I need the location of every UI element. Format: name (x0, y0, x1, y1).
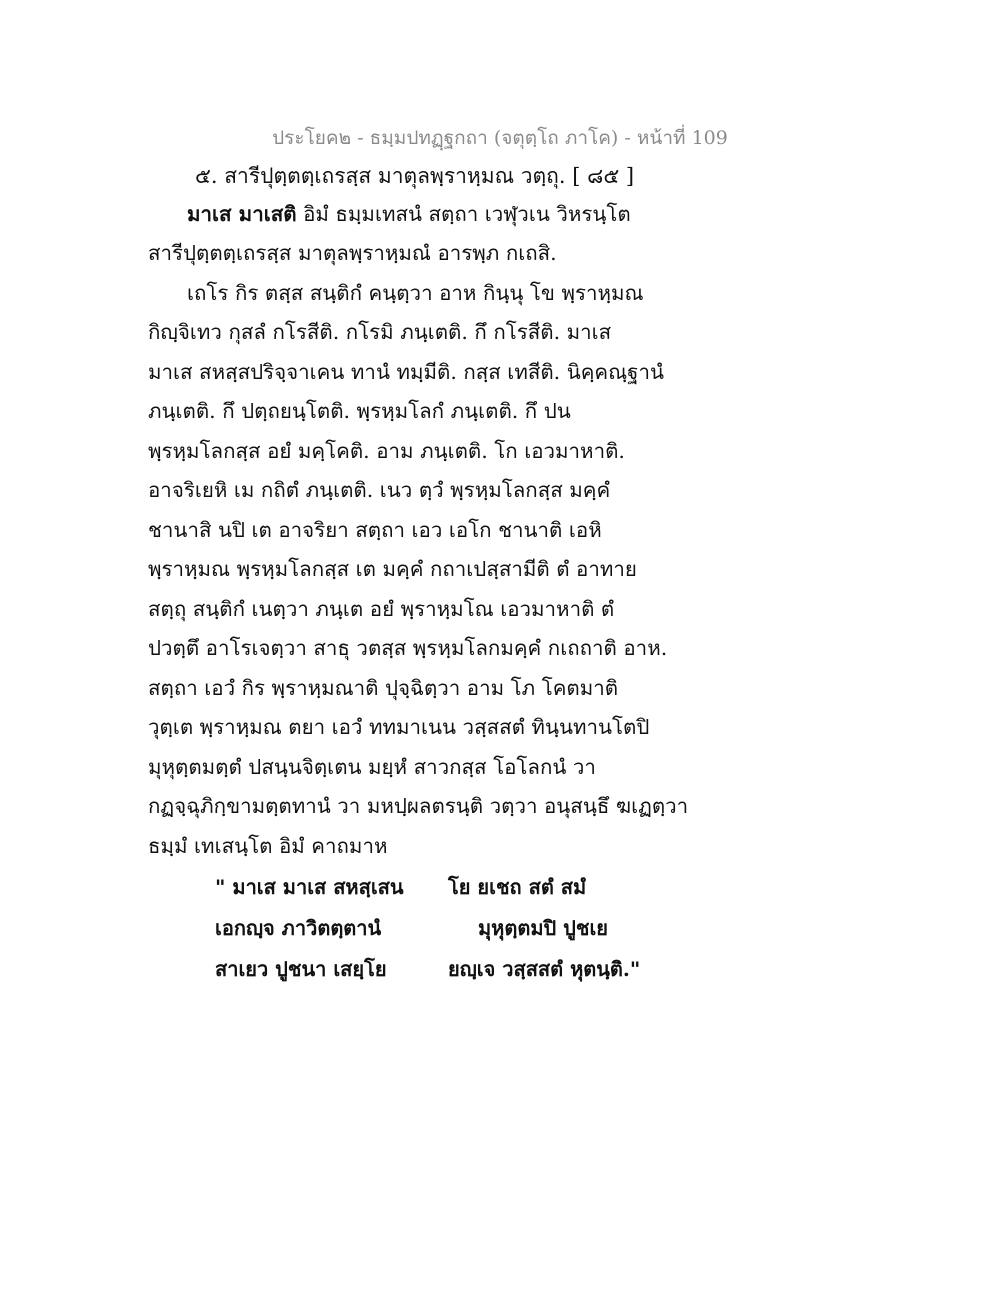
verse-left: เอกญฺจ ภาวิตตฺตานํ (215, 916, 382, 940)
opening-line (187, 204, 631, 225)
body-line: กฏจฺฉุภิกฺขามตฺตทานํ วา มหปฺผลตรนฺติ วตฺวา อนุสนฺธึ ฆเฏตฺวา (148, 794, 689, 818)
body-line: อาจริเยหิ เม กถิตํ ภนฺเตติ. เนว ตฺวํ พฺรหฺมโลกสฺส มคฺคํ (148, 478, 611, 502)
body-line: สตฺถา เอวํ กิร พฺราหฺมณาติ ปุจฺฉิตฺวา อาม โภ โคตมาติ (148, 676, 619, 700)
body-line: วุตฺเต พฺราหฺมณ ตยา เอวํ ททมาเนน วสฺสสตํ ทินฺนทานโตปิ (148, 715, 650, 739)
body-line: สตฺถุ สนฺติกํ เนตฺวา ภนฺเต อยํ พฺราหฺมโณ เอวมาหาติ ตํ (148, 597, 615, 621)
section-title: ๕. สารีปุตฺตตฺเถรสฺส มาตุลพฺราหฺมณ วตฺถุ. [ ๘๕ ] (195, 164, 635, 188)
body-line: พฺราหฺมณ พฺรหฺมโลกสฺส เต มคฺคํ กถาเปสฺสามีติ ตํ อาทาย (148, 557, 637, 581)
body-line: สารีปุตฺตตฺเถรสฺส มาตุลพฺราหฺมณํ อารพฺภ กเถสิ. (148, 241, 557, 265)
verse-left: สาเยว ปูชนา เสยฺโย (215, 957, 387, 981)
body-line: ปวตฺตึ อาโรเจตฺวา สาธุ วตสฺส พฺรหฺมโลกมคฺคํ กเถถาติ อาห. (148, 636, 668, 660)
body-line: ภนฺเตติ. กึ ปตฺถยนฺโตติ. พฺรหฺมโลกํ ภนฺเตติ. กึ ปน (148, 399, 571, 423)
body-line: กิญฺจิเทว กุสลํ กโรสีติ. กโรมิ ภนฺเตติ. กึ กโรสีติ. มาเส (148, 320, 612, 344)
body-line: มุหุตฺตมตฺตํ ปสนฺนจิตฺเตน มยฺหํ สาวกสฺส โอโลกนํ วา (148, 755, 596, 779)
body-line: พฺรหฺมโลกสฺส อยํ มคฺโคติ. อาม ภนฺเตติ. โก เอวมาหาติ. (148, 439, 625, 463)
opening-rest: อิมํ ธมฺมเทสนํ สตฺถา เวฬุวเน วิหรนฺโต (296, 202, 631, 226)
page-header: ประโยค๒ - ธมฺมปทฏฺฐกถา (จตุตฺโถ ภาโค) - หน้าที่ 109 (272, 127, 728, 149)
verse-right: ยญฺเจ วสฺสสตํ หุตนฺติ." (448, 957, 641, 981)
body-line: เถโร กิร ตสฺส สนฺติกํ คนฺตฺวา อาห กินฺนุ โข พฺราหฺมณ (187, 281, 644, 305)
verse-right: โย ยเชถ สตํ สมํ (448, 875, 587, 899)
opening-bold-phrase: มาเส มาเสติ (187, 202, 297, 226)
body-line: ชานาสิ นปิ เต อาจริยา สตฺถา เอว เอโก ชานาติ เอหิ (148, 518, 602, 542)
body-line: ธมฺมํ เทเสนฺโต อิมํ คาถมาห (148, 834, 388, 858)
verse-right: มุหุตฺตมปิ ปูชเย (478, 916, 609, 940)
verse-left: " มาเส มาเส สหสฺเสน (215, 875, 404, 899)
body-line: มาเส สหสฺสปริจฺจาเคน ทานํ ทมฺมีติ. กสฺส เทสีติ. นิคฺคณฺฐานํ (148, 360, 664, 384)
